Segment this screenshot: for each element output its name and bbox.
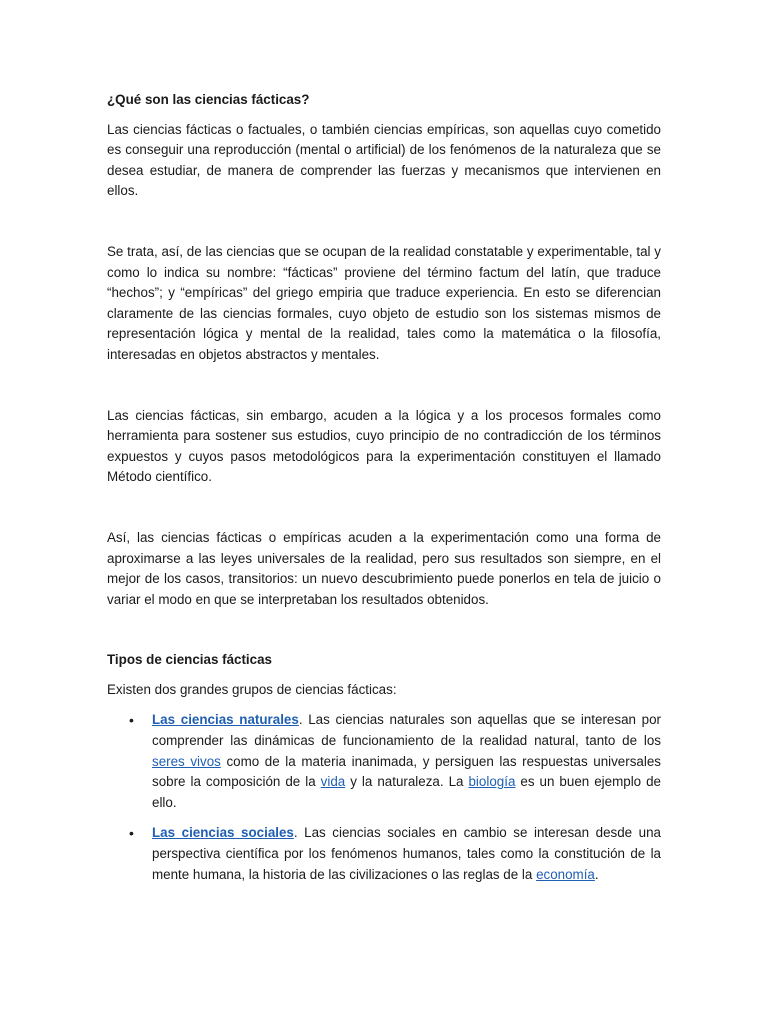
link-economy[interactable]: economía [536,866,595,882]
bullet-icon: • [129,825,134,842]
bullet-icon: • [129,712,134,729]
document-page [107,90,661,895]
link-natural-sciences[interactable]: Las ciencias naturales [152,712,299,728]
link-biology[interactable]: biología [468,774,516,790]
paragraph-logic: Las ciencias fácticas, sin embargo, acuden a la lógica y a los procesos formales como herramienta para sostener sus estudios, cuyo principio de no contradicción de los términos expuestos y cuyos pasos metodológicos para la experimentación constituyen el llamado Método científico. [107,407,661,485]
section-heading-what-are: ¿Qué son las ciencias fácticas? [107,92,310,107]
link-life[interactable]: vida [320,774,346,790]
item-text: como de la materia inanimada, y persiguen las respuestas universales sobre la composición de la [152,753,661,790]
link-living-beings[interactable]: seres vivos [152,753,221,769]
section-heading-types: Tipos de ciencias fácticas [107,652,272,668]
list-item-social-sciences [107,823,661,885]
item-text: . [594,866,599,882]
item-text: . Las ciencias sociales en cambio se interesan desde una perspectiva científica por los fenómenos humanos, tales como la constitución de la mente humana, la historia de las civilizaciones o las reglas de la [152,825,661,882]
types-intro: Existen dos grandes grupos de ciencias fácticas: [107,681,397,697]
paragraph-definition: Las ciencias fácticas o factuales, o también ciencias empíricas, son aquellas cuyo cometido es conseguir una reproducción (mental o artificial) de los fenómenos de la naturaleza que se desea estudiar, de manera de comprender las fuerzas y mecanismos que intervienen en ellos. [107,121,661,199]
item-text: . Las ciencias naturales son aquellas que se interesan por comprender las dinámicas de funcionamiento de la realidad natural, tanto de los [152,712,661,749]
item-text: y la naturaleza. La [345,774,469,790]
types-list [107,710,661,885]
paragraph-etymology: Se trata, así, de las ciencias que se ocupan de la realidad constatable y experimentable, tal y como lo indica su nombre: “fácticas” proviene del término factum del latín, que traduce “hechos”; y “empíricas” del griego empiria que traduce experiencia. En esto se diferencian claramente de las ciencias formales, cuyo objeto de estudio son los sistemas mismos de representación lógica y mental de la realidad, tales como la matemática o la filosofía, interesadas en objetos abstractos y mentales. [107,243,661,362]
list-item-natural-sciences [107,710,661,813]
paragraph-experimentation: Así, las ciencias fácticas o empíricas acuden a la experimentación como una forma de aproximarse a las leyes universales de la realidad, pero sus resultados son siempre, en el mejor de los casos, transitorios: un nuevo descubrimiento puede ponerlos en tela de juicio o variar el modo en que se interpretaban los resultados obtenidos. [107,529,661,607]
item-text: es un buen ejemplo de ello. [152,774,662,810]
link-social-sciences[interactable]: Las ciencias sociales [152,825,294,841]
